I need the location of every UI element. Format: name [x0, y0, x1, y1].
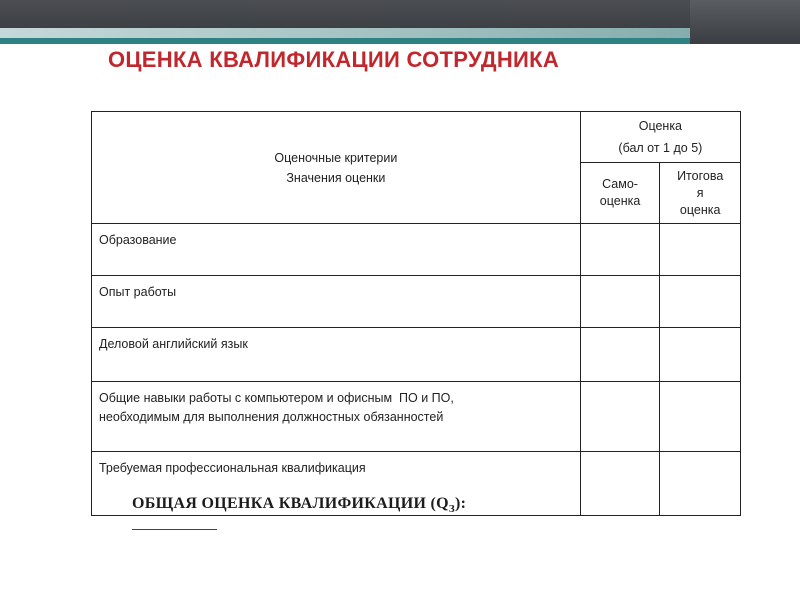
final-score-cell[interactable] [660, 224, 741, 276]
score-header-line1: Оценка [638, 119, 683, 133]
total-score-text: ОБЩАЯ ОЦЕНКА КВАЛИФИКАЦИИ (Q [132, 495, 449, 512]
criterion-label: Образование [99, 233, 177, 247]
criterion-cell [92, 224, 581, 276]
evaluation-table [91, 111, 741, 516]
self-score-header-line2: оценка [599, 194, 641, 208]
self-score-cell[interactable] [580, 328, 660, 382]
header-band-light [0, 28, 800, 38]
criterion-label: Деловой английский язык [99, 337, 248, 351]
score-header-cell [580, 112, 740, 163]
page-title: ОЦЕНКА КВАЛИФИКАЦИИ СОТРУДНИКА [108, 47, 560, 72]
criterion-label-line1: Общие навыки работы с компьютером и офисным ПО и ПО, [99, 391, 454, 405]
table-row [92, 382, 741, 452]
final-score-cell[interactable] [660, 328, 741, 382]
self-score-cell[interactable] [580, 452, 660, 516]
total-score-blank[interactable] [132, 529, 217, 530]
self-score-cell[interactable] [580, 276, 660, 328]
final-score-cell[interactable] [660, 382, 741, 452]
self-score-header-line1: Само- [602, 177, 638, 191]
criterion-cell [92, 382, 581, 452]
final-score-header-line3: оценка [679, 202, 721, 217]
criterion-cell [92, 328, 581, 382]
table-row [92, 224, 741, 276]
final-score-cell[interactable] [660, 452, 741, 516]
criterion-label: Опыт работы [99, 285, 177, 299]
final-score-header [660, 163, 741, 224]
criterion-label-line2: необходимым для выполнения должностных обязанностей [99, 410, 444, 424]
criteria-header-line1: Оценочные критерии [274, 150, 398, 165]
criterion-label: Требуемая профессиональная квалификация [99, 461, 366, 475]
self-score-header [580, 163, 660, 224]
header-band-dark [0, 0, 800, 28]
final-score-cell[interactable] [660, 276, 741, 328]
criteria-header-line2: Значения оценки [286, 170, 386, 185]
total-score-suffix: ): [455, 495, 467, 512]
header-band-corner [690, 0, 800, 44]
criterion-cell [92, 276, 581, 328]
self-score-cell[interactable] [580, 224, 660, 276]
table-header-row [92, 112, 741, 163]
score-header-line2: (бал от 1 до 5) [618, 141, 703, 155]
total-score-subscript: З [448, 503, 456, 516]
final-score-header-line2: я [696, 185, 704, 200]
self-score-cell[interactable] [580, 382, 660, 452]
final-score-header-line1: Итогова [677, 168, 724, 183]
criteria-header-cell [92, 112, 581, 224]
table-row [92, 328, 741, 382]
header-band-teal [0, 38, 800, 44]
total-score-label [132, 495, 466, 515]
table-row [92, 276, 741, 328]
